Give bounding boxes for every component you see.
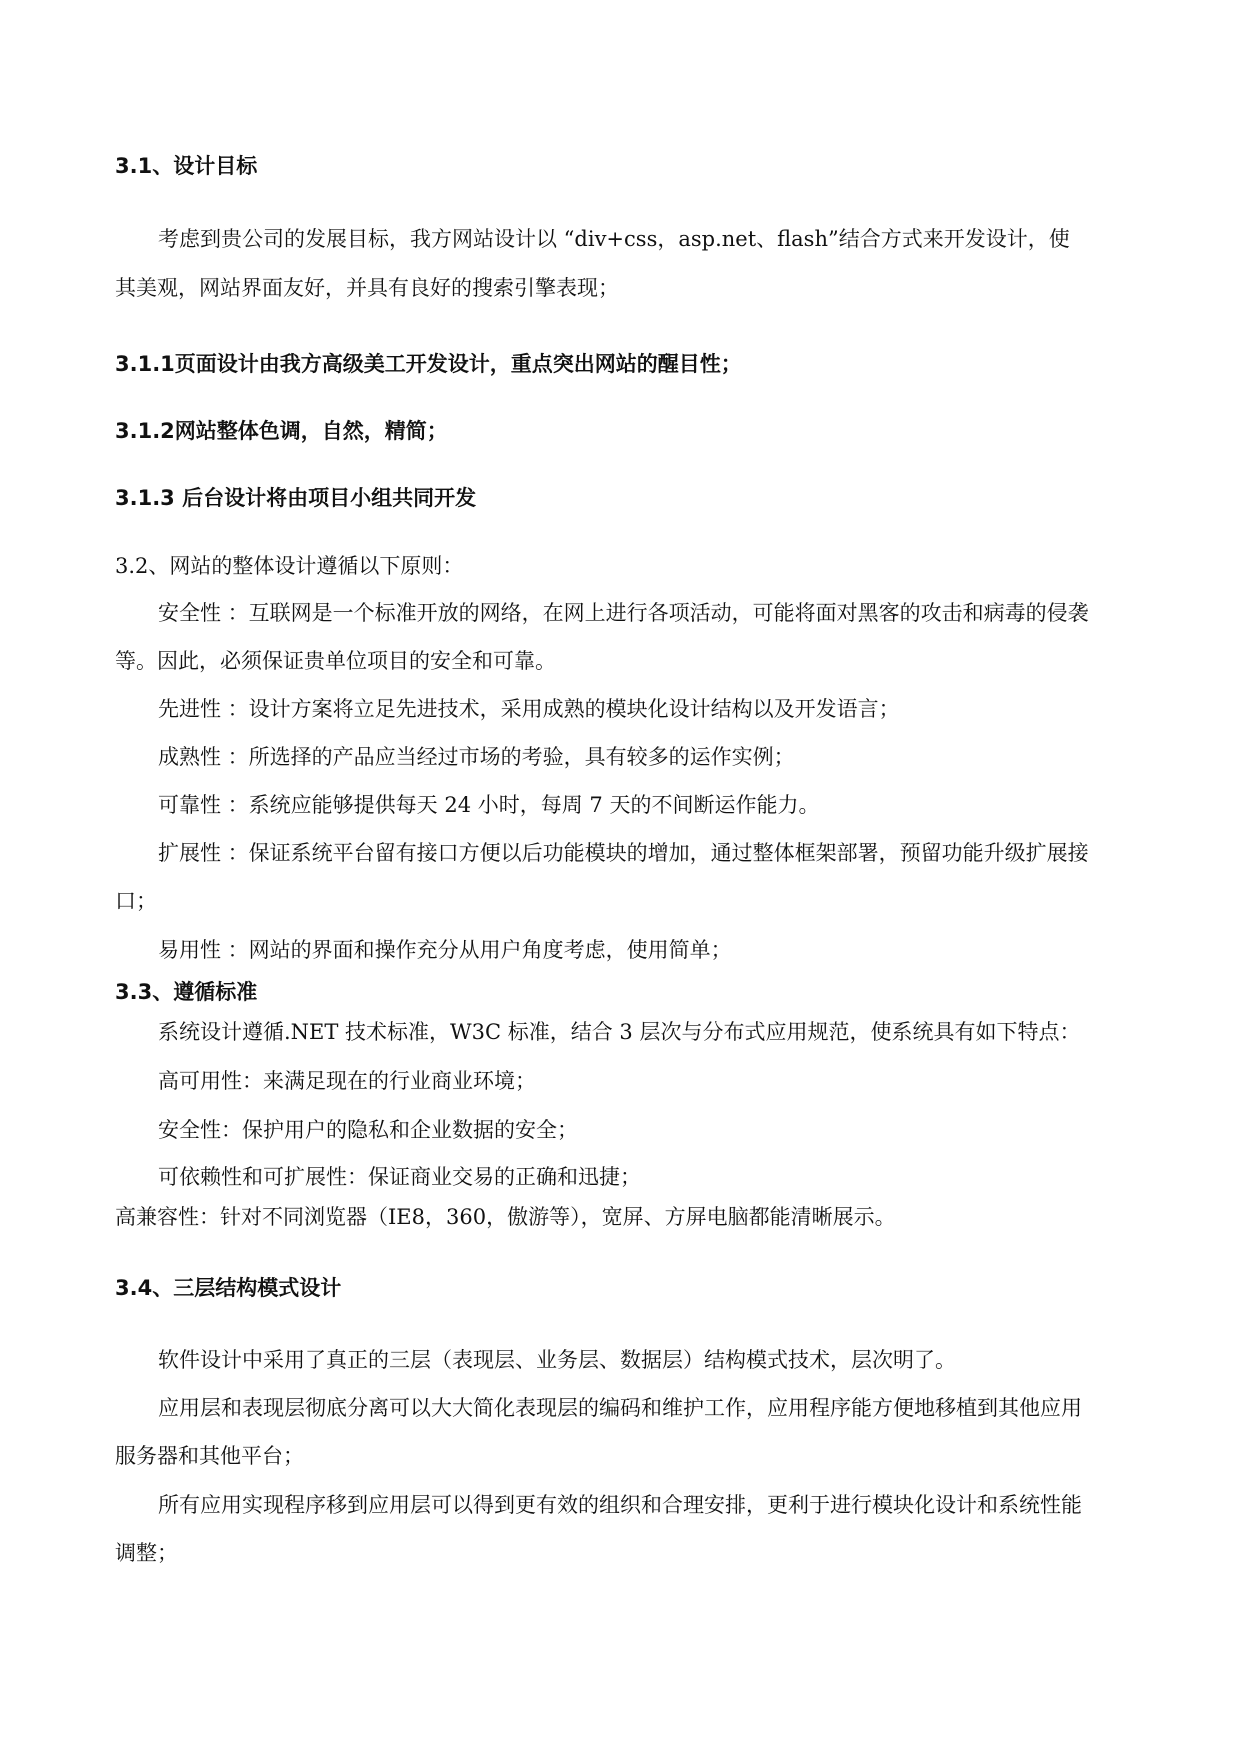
feature-security: 安全性：保护用户的隐私和企业数据的安全； (158, 1118, 578, 1142)
principle-usability: 易用性 ：网站的界面和操作充分从用户角度考虑，使用简单； (158, 938, 732, 962)
paragraph-line: 调整； (115, 1541, 178, 1565)
principle-mature: 成熟性 ：所选择的产品应当经过市场的考验，具有较多的运作实例； (158, 745, 795, 769)
principle-extensible: 扩展性 ：保证系统平台留有接口方便以后功能模块的增加，通过整体框架部署，预留功能升级扩展接 (158, 841, 1089, 865)
principle-security-cont: 等。因此，必须保证贵单位项目的安全和可靠。 (115, 649, 556, 673)
paragraph-line: 所有应用实现程序移到应用层可以得到更有效的组织和合理安排，更利于进行模块化设计和系统性能 (158, 1493, 1082, 1517)
paragraph-line: 其美观，网站界面友好，并具有良好的搜索引擎表现； (115, 276, 619, 300)
section-heading-3-4: 3.4、三层结构模式设计 (115, 1276, 342, 1300)
paragraph-line: 服务器和其他平台； (115, 1444, 304, 1468)
section-heading-3-3: 3.3、遵循标准 (115, 980, 258, 1004)
subheading-3-1-3: 3.1.3 后台设计将由项目小组共同开发 (115, 486, 477, 510)
paragraph-line: 软件设计中采用了真正的三层（表现层、业务层、数据层）结构模式技术，层次明了。 (158, 1348, 956, 1372)
standards-intro: 系统设计遵循.NET 技术标准，W3C 标准，结合 3 层次与分布式应用规范，使系统具有如下特点： (158, 1020, 1081, 1044)
feature-compatibility: 高兼容性：针对不同浏览器（IE8，360，傲游等），宽屏、方屏电脑都能清晰展示。 (115, 1205, 896, 1229)
principle-security: 安全性 ：互联网是一个标准开放的网络，在网上进行各项活动，可能将面对黑客的攻击和病毒的侵袭 (158, 601, 1089, 625)
principle-advanced: 先进性 ：设计方案将立足先进技术，采用成熟的模块化设计结构以及开发语言； (158, 697, 900, 721)
feature-dependability: 可依赖性和可扩展性：保证商业交易的正确和迅捷； (158, 1165, 641, 1189)
paragraph-line: 应用层和表现层彻底分离可以大大简化表现层的编码和维护工作，应用程序能方便地移植到其他应用 (158, 1396, 1082, 1420)
feature-availability: 高可用性：来满足现在的行业商业环境； (158, 1069, 536, 1093)
principle-reliable: 可靠性 ：系统应能够提供每天 24 小时，每周 7 天的不间断运作能力。 (158, 793, 820, 817)
subheading-3-1-2: 3.1.2网站整体色调，自然，精简； (115, 419, 448, 443)
section-heading-3-1: 3.1、设计目标 (115, 154, 258, 178)
principle-extensible-cont: 口； (115, 889, 157, 913)
paragraph-line: 考虑到贵公司的发展目标，我方网站设计以 “div+css，asp.net、flash”结合方式来开发设计，使 (158, 227, 1070, 251)
section-heading-3-2: 3.2、网站的整体设计遵循以下原则： (115, 554, 464, 578)
subheading-3-1-1: 3.1.1页面设计由我方高级美工开发设计，重点突出网站的醒目性； (115, 352, 742, 376)
